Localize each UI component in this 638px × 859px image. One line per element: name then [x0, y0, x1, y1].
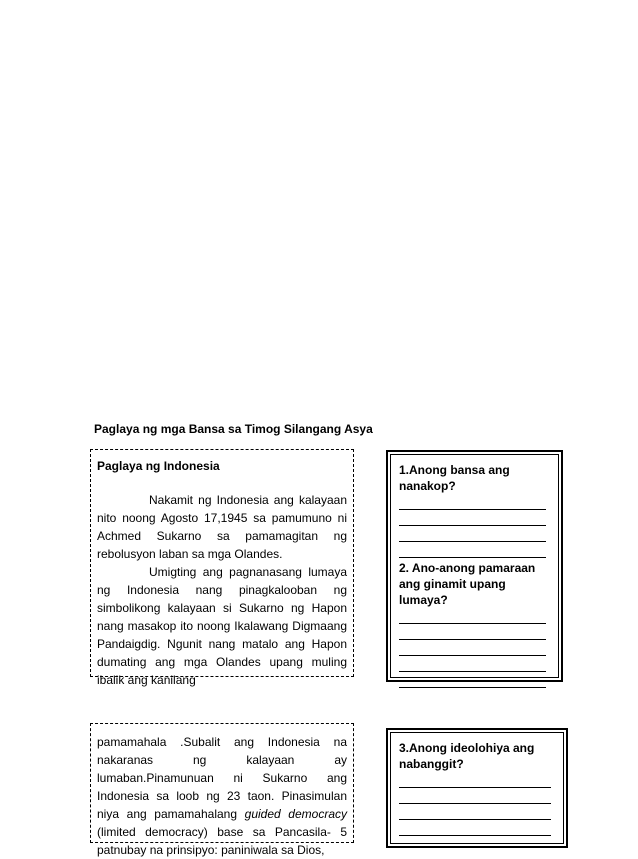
question-box-2-inner	[390, 732, 564, 844]
question-1: 1.Anong bansa ang nanakop?	[399, 463, 510, 493]
question-box-2	[386, 728, 568, 848]
question-box-1-inner	[390, 454, 559, 678]
answer-line[interactable]	[399, 788, 551, 804]
answer-line[interactable]	[399, 672, 546, 688]
paragraph-3-text-after: (limited democracy) base sa Pancasila- 5 patnubay na prinsipyo: paniniwala sa Dios,	[97, 825, 347, 857]
answer-line[interactable]	[399, 542, 546, 558]
answer-line[interactable]	[399, 624, 546, 640]
paragraph-1: Nakamit ng Indonesia ang kalayaan nito noong Agosto 17,1945 sa pamumuno ni Achmed Sukarno sa pamamagitan ng rebolusyon laban sa mga Olandes.	[97, 493, 347, 561]
paragraph-3	[97, 733, 347, 859]
guided-democracy-term: guided democracy	[244, 807, 347, 821]
page-title: Paglaya ng mga Bansa sa Timog Silangang Asya	[94, 422, 373, 436]
answer-line[interactable]	[399, 804, 551, 820]
answer-line[interactable]	[399, 494, 546, 510]
answer-line[interactable]	[399, 772, 551, 788]
answer-line[interactable]	[399, 510, 546, 526]
question-box-1	[386, 450, 563, 682]
answer-line[interactable]	[399, 820, 551, 836]
question-2: 2. Ano-anong pamaraan ang ginamit upang lumaya?	[399, 561, 536, 607]
reading-box-continued	[90, 723, 354, 857]
answer-line[interactable]	[399, 656, 546, 672]
answer-line[interactable]	[399, 640, 546, 656]
paragraph-2: Umigting ang pagnanasang lumaya ng Indonesia nang pinagkalooban ng simbolikong kalayaan si Sukarno ng Hapon nang masakop ito noong Ikalawang Digmaang Pandaigdig. Ngunit nang matalo ang Hapon dumating ang mga Olandes upang muling ibalik ang kanilang	[97, 565, 347, 687]
answer-line[interactable]	[399, 526, 546, 542]
answer-line[interactable]	[399, 608, 546, 624]
question-3: 3.Anong ideolohiya ang nabanggit?	[399, 741, 535, 771]
paragraph-3-text-before: pamamahala .Subalit ang Indonesia na nakaranas ng kalayaan ay lumaban.Pinamunuan ni Sukarno ang Indonesia sa loob ng 23 taon. Pinasimulan niya ang pamamahalang	[97, 735, 347, 821]
reading-box-indonesia	[90, 449, 354, 687]
section-heading: Paglaya ng Indonesia	[97, 459, 220, 473]
